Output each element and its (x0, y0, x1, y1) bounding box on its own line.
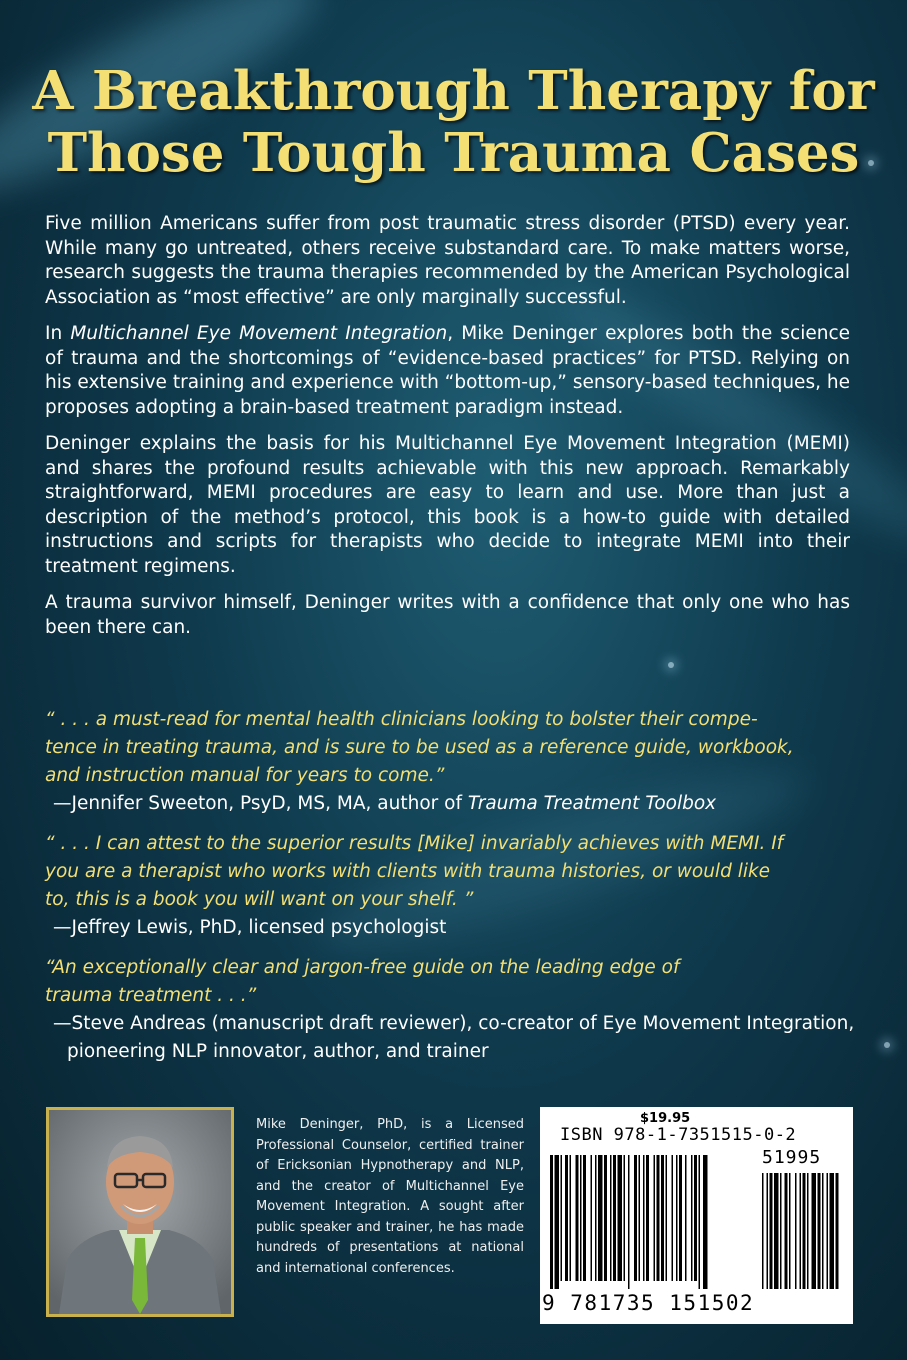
barcode-addon-bar (767, 1173, 769, 1289)
headline (0, 60, 907, 184)
review-quote-line: trauma treatment . . .” (45, 985, 257, 1006)
barcode-addon-bar (785, 1173, 788, 1289)
barcode-bar (679, 1155, 682, 1281)
review-1 (45, 706, 865, 818)
barcode-bar (595, 1155, 597, 1281)
barcode-bar (570, 1155, 572, 1281)
description-paragraph-4: A trauma survivor himself, Deninger writes with a confidence that only one who has been there can. (45, 592, 850, 638)
barcode-bar (672, 1155, 674, 1281)
headline-line-2: Those Tough Trauma Cases (47, 122, 860, 184)
review-quote-line: and instruction manual for years to come.” (45, 765, 445, 786)
barcode-bar (555, 1155, 560, 1289)
barcode-bar (685, 1155, 687, 1281)
attribution-text: —Jennifer Sweeton, PsyD, MS, MA, author of (53, 793, 468, 814)
barcode-addon-bar (789, 1173, 791, 1289)
barcode-bar (565, 1155, 568, 1281)
barcode-bar (591, 1155, 593, 1281)
barcode-bar (550, 1155, 553, 1289)
barcode-addon-bar (795, 1173, 797, 1289)
review-attribution: —Steve Andreas (manuscript draft reviewer), co-creator of Eye Movement Integration, (53, 1013, 855, 1034)
barcode-bar (646, 1155, 649, 1281)
barcode-bar (657, 1155, 660, 1281)
barcode-addon-bar (822, 1173, 824, 1289)
barcode-bar (576, 1155, 579, 1281)
review-quote-line: tence in treating trauma, and is sure to be used as a reference guide, workbook, (45, 737, 794, 758)
isbn-label: ISBN 978-1-7351515-0-2 (560, 1125, 797, 1145)
barcode-addon-bar (800, 1173, 802, 1289)
review-3 (45, 954, 865, 1066)
description-text: , Mike Deninger explores both the science of trauma and the shortcomings of “evidence-based practices” for PTSD. Relying on his extensive training and experience with “bottom-up,” sensory-based techniques, he proposes adopting a brain-based treatment paradigm instead. (45, 323, 850, 418)
reviews-section (45, 706, 865, 1066)
barcode-addon-bar (836, 1173, 839, 1289)
background-sparkle (668, 662, 674, 668)
author-photo (46, 1107, 234, 1317)
attribution-book-title: Trauma Treatment Toolbox (467, 793, 717, 814)
barcode-bar (639, 1155, 641, 1281)
barcode-bar (604, 1155, 607, 1281)
barcode-bar (699, 1155, 701, 1289)
barcode-bar (634, 1155, 637, 1281)
barcode-bar (613, 1155, 616, 1281)
review-attribution: —Jeffrey Lewis, PhD, licensed psychologist (53, 917, 447, 938)
barcode-bar (624, 1155, 626, 1281)
barcode-addon-bar (803, 1173, 806, 1289)
barcode-box (540, 1107, 853, 1324)
description-paragraph-3: Deninger explains the basis for his Multichannel Eye Movement Integration (MEMI) and shares the profound results achievable with this new approach. Remarkably straightforward, MEMI procedures are easy to learn and use. More than just a description of the method’s protocol, this book is a how-to guide with detailed instructions and scripts for therapists who decide to integrate MEMI into their treatment regimens. (45, 433, 850, 577)
barcode-bar (691, 1155, 693, 1281)
description-paragraph-1: Five million Americans suffer from post traumatic stress disorder (PTSD) every year. While many go untreated, others receive substandard care. To make matters worse, research suggests the trauma therapies recommended by the American Psychological Association as “most effective” are only marginally successful. (45, 213, 850, 308)
barcode-bar (694, 1155, 697, 1281)
barcode-bar (676, 1155, 678, 1281)
barcode-icon (550, 1155, 846, 1289)
barcode-bar (643, 1155, 645, 1281)
description-paragraph-2 (45, 322, 850, 420)
book-description (45, 212, 850, 652)
addon-number: 51995 (762, 1147, 822, 1168)
review-2 (45, 830, 865, 942)
author-bio: Mike Deninger, PhD, is a Licensed Professional Counselor, certified trainer of Ericksonian Hypnotherapy and NLP, and the creator of Multichannel Eye Movement Integration. A sought after public speaker and trainer, he has made hundreds of presentations at national and international conferences. (256, 1117, 524, 1276)
barcode-bar (561, 1155, 563, 1281)
barcode-bar (654, 1155, 656, 1281)
barcode-addon-bar (812, 1173, 817, 1289)
review-attribution (45, 790, 865, 818)
barcode-bar (598, 1155, 603, 1281)
barcode-addon-bar (770, 1173, 773, 1289)
headline-line-1: A Breakthrough Therapy for (32, 60, 875, 122)
review-quote-line: to, this is a book you will want on your shelf. ” (45, 889, 474, 910)
description-text: In (45, 323, 71, 344)
barcode-addon-bar (774, 1173, 779, 1289)
author-portrait-illustration (49, 1110, 231, 1314)
barcode-addon-bar (807, 1173, 809, 1289)
barcode-bar (703, 1155, 708, 1289)
barcode-addon-bar (762, 1173, 764, 1289)
barcode-bar (580, 1155, 582, 1281)
barcode-bar (661, 1155, 664, 1281)
barcode-bar (610, 1155, 612, 1281)
barcode-bar (618, 1155, 623, 1281)
book-title: Multichannel Eye Movement Integration (70, 323, 448, 344)
review-quote-line: “An exceptionally clear and jargon-free guide on the leading edge of (45, 957, 680, 978)
ean-number: 9 781735 151502 (542, 1291, 755, 1315)
barcode-bar (666, 1155, 668, 1281)
background-sparkle (884, 1042, 890, 1048)
review-attribution-continued: pioneering NLP innovator, author, and trainer (67, 1041, 489, 1062)
barcode-addon-bar (830, 1173, 835, 1289)
review-quote-line: “ . . . a must-read for mental health clinicians looking to bolster their compe- (45, 709, 758, 730)
barcode-addon-bar (780, 1173, 782, 1289)
barcode-addon-bar (827, 1173, 829, 1289)
barcode-bar (583, 1155, 586, 1281)
review-quote-line: “ . . . I can attest to the superior results [Mike] invariably achieves with MEMI. If (45, 833, 784, 854)
review-quote-line: you are a therapist who works with clients with trauma histories, or would like (45, 861, 771, 882)
barcode-bar (628, 1155, 630, 1289)
price-label: $19.95 (640, 1111, 691, 1126)
barcode-addon-bar (818, 1173, 821, 1289)
